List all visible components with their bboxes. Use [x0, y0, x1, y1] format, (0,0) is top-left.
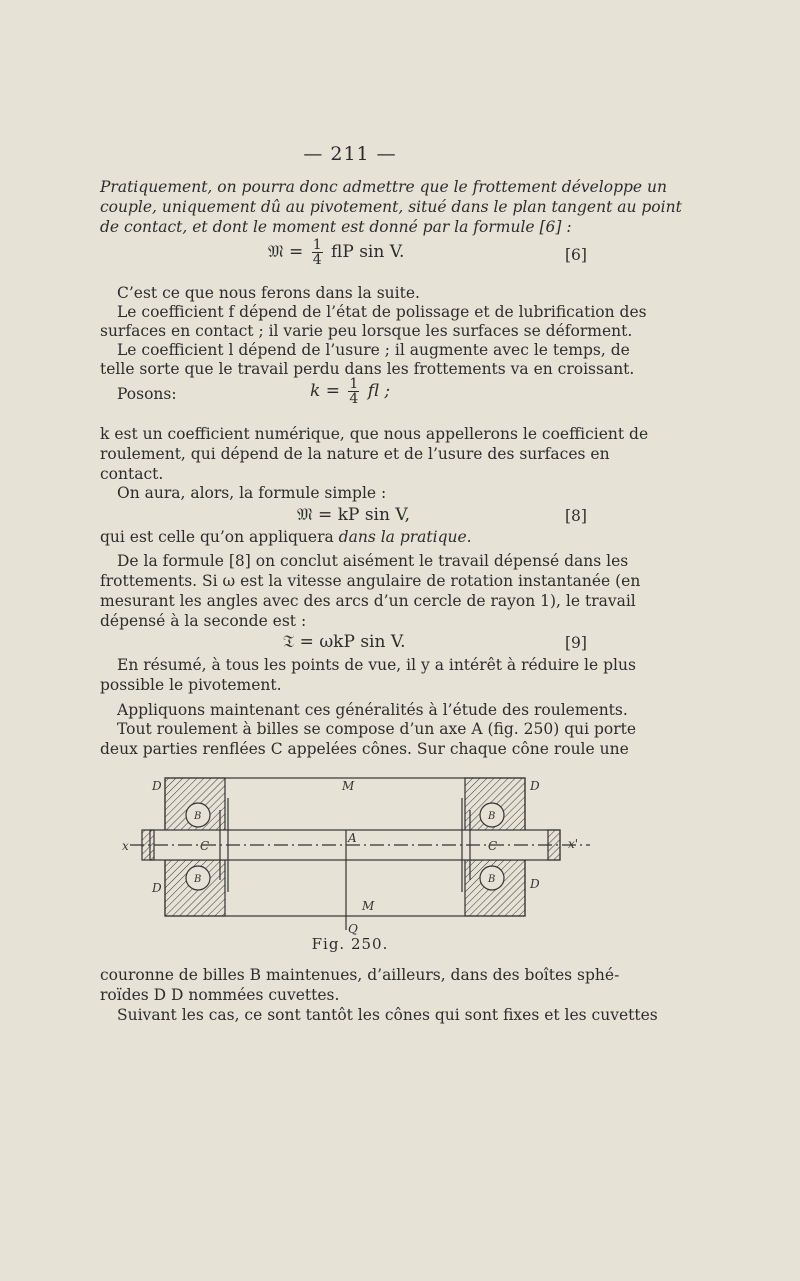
formula-k	[310, 377, 390, 406]
paragraph-line: dépensé à la seconde est :	[100, 612, 307, 630]
formula-rhs: fl ;	[367, 381, 391, 401]
equation-number: [8]	[565, 507, 587, 525]
paragraph-line: Pratiquement, on pourra donc admettre que le frottement développe un	[100, 178, 667, 196]
paragraph-line	[100, 527, 600, 547]
label-d-bottom-right: D	[530, 877, 540, 891]
formula-6	[268, 238, 404, 267]
label-b: B	[488, 811, 496, 822]
paragraph-line: surfaces en contact ; il varie peu lorsque les surfaces se déforment.	[100, 322, 633, 340]
label-q: Q	[348, 922, 358, 935]
formula-lhs: 𝔐 =	[268, 242, 304, 262]
bearing-figure	[120, 770, 600, 935]
label-a: A	[348, 831, 357, 845]
paragraph-line: Appliquons maintenant ces généralités à l’étude des roulements.	[117, 701, 628, 719]
label-m-bottom: M	[362, 899, 375, 913]
label-d-top-left: D	[152, 779, 162, 793]
posons-label: Posons:	[117, 385, 177, 403]
label-b: B	[194, 811, 202, 822]
paragraph-line: Le coefficient f dépend de l’état de polissage et de lubrification des	[117, 303, 647, 321]
label-d-bottom-left: D	[152, 881, 162, 895]
paragraph-line: deux parties renflées C appelées cônes. Sur chaque cône roule une	[100, 740, 629, 758]
label-b: B	[194, 874, 202, 885]
paragraph-line: k est un coefficient numérique, que nous appellerons le coefficient de	[100, 425, 649, 443]
equation-number: [9]	[565, 634, 587, 652]
equation-number: [6]	[565, 246, 587, 264]
paragraph-line: mesurant les angles avec des arcs d’un cercle de rayon 1), le travail	[100, 592, 636, 610]
label-c-left: C	[200, 839, 210, 853]
fraction	[348, 377, 359, 406]
formula-9: 𝔗 = ωkP sin V.	[283, 632, 406, 652]
formula-rhs: flP sin V.	[331, 242, 405, 262]
paragraph-line: En résumé, à tous les points de vue, il y a intérêt à réduire le plus	[117, 656, 636, 674]
label-b: B	[488, 874, 496, 885]
label-d-top-right: D	[530, 779, 540, 793]
paragraph-line: roïdes D D nommées cuvettes.	[100, 986, 340, 1004]
formula-8: 𝔐 = kP sin V,	[297, 505, 411, 525]
fraction	[312, 238, 323, 267]
page-number: — 211 —	[303, 143, 397, 165]
paragraph-line: possible le pivotement.	[100, 676, 282, 694]
paragraph-line: contact.	[100, 465, 164, 483]
paragraph-line: couple, uniquement dû au pivotement, situé dans le plan tangent au point	[100, 198, 682, 216]
fraction-denominator: 4	[312, 252, 322, 268]
paragraph-line: Tout roulement à billes se compose d’un axe A (fig. 250) qui porte	[117, 720, 637, 738]
paragraph-line: On aura, alors, la formule simple :	[117, 484, 387, 502]
fraction-numerator: 1	[312, 237, 322, 253]
paragraph-line: C’est ce que nous ferons dans la suite.	[117, 284, 420, 302]
paragraph-line: De la formule [8] on conclut aisément le travail dépensé dans les	[117, 552, 629, 570]
fraction-denominator: 4	[349, 391, 359, 407]
paragraph-line: Le coefficient l dépend de l’usure ; il augmente avec le temps, de	[117, 341, 630, 359]
label-m-top: M	[342, 779, 355, 793]
fraction-numerator: 1	[349, 376, 359, 392]
paragraph-line: couronne de billes B maintenues, d’ailleurs, dans des boîtes sphé-	[100, 966, 620, 984]
label-x-prime: x'	[568, 837, 579, 851]
formula-lhs: k =	[310, 381, 340, 401]
text-span-italic: dans la pratique.	[338, 528, 472, 546]
label-c-right: C	[488, 839, 498, 853]
paragraph-line: roulement, qui dépend de la nature et de l’usure des surfaces en	[100, 445, 610, 463]
paragraph-line: de contact, et dont le moment est donné par la formule [6] :	[100, 218, 572, 236]
paragraph-line: frottements. Si ω est la vitesse angulaire de rotation instantanée (en	[100, 572, 641, 590]
text-span: qui est celle qu’on appliquera	[100, 528, 339, 546]
paragraph-line: telle sorte que le travail perdu dans les frottements va en croissant.	[100, 360, 635, 378]
label-x: x	[122, 839, 129, 853]
figure-caption: Fig. 250.	[311, 935, 389, 953]
paragraph-line: Suivant les cas, ce sont tantôt les cônes qui sont fixes et les cuvettes	[117, 1006, 658, 1024]
